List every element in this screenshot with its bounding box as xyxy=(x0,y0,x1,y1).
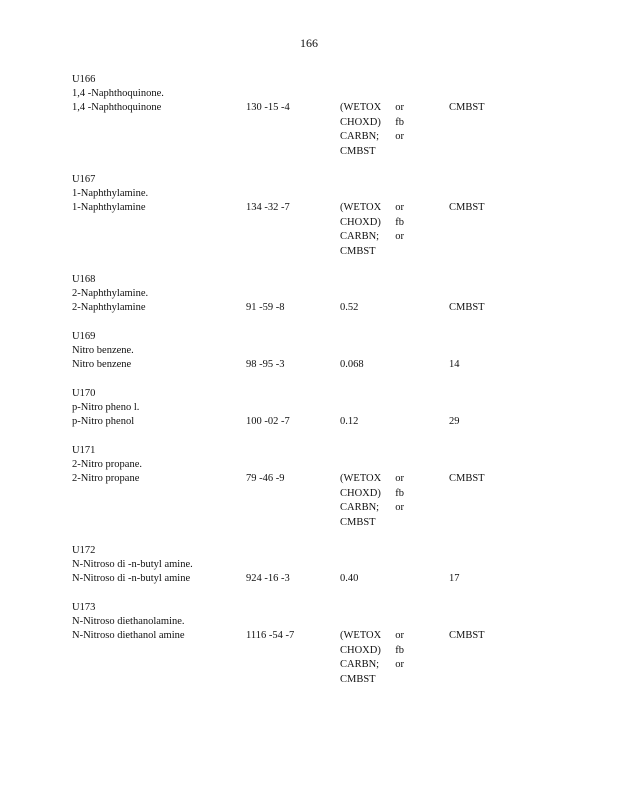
method-row xyxy=(340,216,404,231)
constituent-header: N-Nitroso diethanolamine. xyxy=(72,616,185,627)
treatment-method-list xyxy=(340,472,404,530)
method-row xyxy=(340,644,404,659)
method-code: CHOXD) xyxy=(340,487,381,499)
method-row xyxy=(340,201,404,216)
constituent-name: N-Nitroso diethanol amine xyxy=(72,630,185,641)
cas-number: 134 -32 -7 xyxy=(246,202,290,213)
method-connector: or xyxy=(395,473,404,484)
nonwastewater-standard: CMBST xyxy=(449,473,485,484)
method-code: CMBST xyxy=(340,516,376,528)
nonwastewater-standard: CMBST xyxy=(449,202,485,213)
treatment-method-list xyxy=(340,629,404,687)
method-row xyxy=(340,116,404,131)
cas-number: 100 -02 -7 xyxy=(246,416,290,427)
constituent-name: p-Nitro phenol xyxy=(72,416,135,427)
constituent-header: 2-Naphthylamine. xyxy=(72,288,149,299)
cas-number: 79 -46 -9 xyxy=(246,473,285,484)
constituent-header: Nitro benzene. xyxy=(72,345,134,356)
cas-number: 98 -95 -3 xyxy=(246,359,285,370)
method-connector: or xyxy=(395,659,404,670)
method-code: (WETOX xyxy=(340,630,382,641)
method-code: (WETOX xyxy=(340,202,382,213)
method-row xyxy=(340,658,404,673)
treatment-method-list xyxy=(340,101,404,159)
cas-number: 130 -15 -4 xyxy=(246,102,290,113)
constituent-header: N-Nitroso di -n-butyl amine. xyxy=(72,559,193,570)
cas-number: 91 -59 -8 xyxy=(246,302,285,313)
waste-code: U171 xyxy=(72,445,96,456)
method-code: CARBN; xyxy=(340,502,380,513)
cas-number: 1116 -54 -7 xyxy=(246,630,295,641)
method-code: (WETOX xyxy=(340,473,382,484)
wastewater-concentration: 0.12 xyxy=(340,416,359,427)
method-connector: fb xyxy=(395,116,404,128)
method-connector: or xyxy=(395,131,404,142)
constituent-header: 1,4 -Naphthoquinone. xyxy=(72,88,164,99)
method-connector: or xyxy=(395,630,404,641)
waste-code: U166 xyxy=(72,74,96,85)
waste-code: U167 xyxy=(72,174,96,185)
waste-code: U173 xyxy=(72,602,96,613)
nonwastewater-standard: CMBST xyxy=(449,102,485,113)
constituent-name: 1-Naphthylamine xyxy=(72,202,146,213)
method-connector: or xyxy=(395,202,404,213)
method-row xyxy=(340,130,404,145)
method-connector: fb xyxy=(395,644,404,656)
method-row xyxy=(340,145,404,160)
method-code: CARBN; xyxy=(340,231,380,242)
waste-code: U170 xyxy=(72,388,96,399)
constituent-name: 2-Naphthylamine xyxy=(72,302,146,313)
constituent-name: Nitro benzene xyxy=(72,359,132,370)
constituent-header: 2-Nitro propane. xyxy=(72,459,142,470)
method-code: CHOXD) xyxy=(340,116,381,128)
method-row xyxy=(340,472,404,487)
method-row xyxy=(340,101,404,116)
method-connector: or xyxy=(395,231,404,242)
treatment-method-list xyxy=(340,201,404,259)
constituent-name: 2-Nitro propane xyxy=(72,473,140,484)
constituent-header: p-Nitro pheno l. xyxy=(72,402,140,413)
wastewater-concentration: 0.52 xyxy=(340,302,359,313)
method-row xyxy=(340,245,404,260)
waste-code: U168 xyxy=(72,274,96,285)
method-row xyxy=(340,673,404,688)
method-code: CMBST xyxy=(340,145,376,157)
constituent-header: 1-Naphthylamine. xyxy=(72,188,149,199)
method-connector: fb xyxy=(395,216,404,228)
method-code: CARBN; xyxy=(340,131,380,142)
method-row xyxy=(340,516,404,531)
waste-code: U172 xyxy=(72,545,96,556)
method-row xyxy=(340,501,404,516)
cas-number: 924 -16 -3 xyxy=(246,573,290,584)
constituent-name: N-Nitroso di -n-butyl amine xyxy=(72,573,191,584)
method-connector: or xyxy=(395,102,404,113)
nonwastewater-standard: 17 xyxy=(449,573,460,584)
nonwastewater-standard: 29 xyxy=(449,416,460,427)
wastewater-concentration: 0.40 xyxy=(340,573,359,584)
method-code: CMBST xyxy=(340,673,376,685)
nonwastewater-standard: CMBST xyxy=(449,302,485,313)
nonwastewater-standard: 14 xyxy=(449,359,460,370)
method-connector: fb xyxy=(395,487,404,499)
method-row xyxy=(340,629,404,644)
page-number: 166 xyxy=(300,36,318,50)
method-code: CHOXD) xyxy=(340,644,381,656)
constituent-name: 1,4 -Naphthoquinone xyxy=(72,102,162,113)
waste-code: U169 xyxy=(72,331,96,342)
method-code: (WETOX xyxy=(340,102,382,113)
nonwastewater-standard: CMBST xyxy=(449,630,485,641)
method-row xyxy=(340,230,404,245)
wastewater-concentration: 0.068 xyxy=(340,359,364,370)
method-code: CHOXD) xyxy=(340,216,381,228)
method-code: CARBN; xyxy=(340,659,380,670)
method-connector: or xyxy=(395,502,404,513)
method-code: CMBST xyxy=(340,245,376,257)
method-row xyxy=(340,487,404,502)
